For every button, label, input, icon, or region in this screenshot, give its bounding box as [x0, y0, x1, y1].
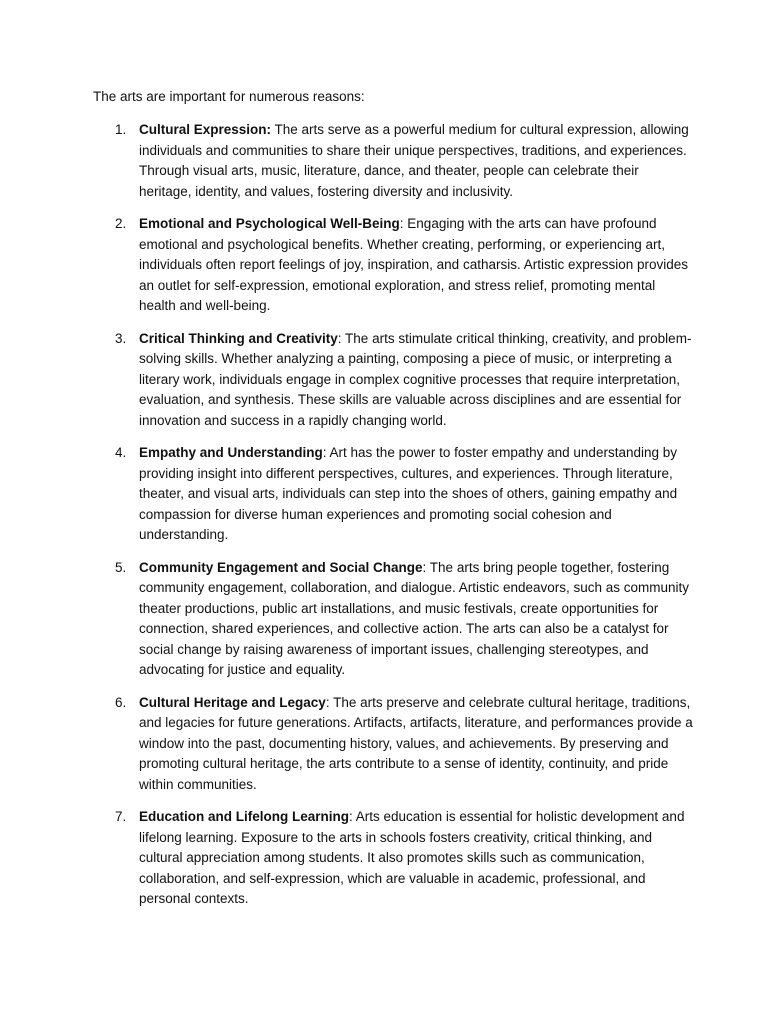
list-item [93, 443, 693, 546]
list-number: 4. [115, 445, 127, 460]
list-item-text: : Art has the power to foster empathy and understanding by providing insight into different perspectives, cultures, and experiences. Through literature, theater, and visual arts, individuals can step into the shoes of others, gaining empathy and compassion for diverse human experiences and promoting social cohesion and understanding. [139, 445, 678, 542]
intro-paragraph: The arts are important for numerous reasons: [93, 89, 365, 104]
list-item [93, 120, 693, 202]
list-item-heading: Cultural Expression: [139, 122, 272, 137]
list-item-heading: Community Engagement and Social Change [139, 559, 423, 575]
list-item-text: The arts serve as a powerful medium for cultural expression, allowing individuals and communities to share their unique perspectives, traditions, and experiences. Through visual arts, music, literature, dance, and theater, people can celebrate their heritage, identity, and values, fostering diversity and inclusivity. [139, 122, 689, 199]
list-item-text: : Engaging with the arts can have profound emotional and psychological benefits. Whether creating, performing, or experiencing art, individuals often report feelings of joy, inspiration, and catharsis. Artistic expression provides an outlet for self-expression, emotional exploration, and stress relief, promoting mental health and well-being. [139, 216, 689, 313]
list-item-text: : Arts education is essential for holistic development and lifelong learning. Exposure to the arts in schools fosters creativity, critical thinking, and cultural appreciation among students. It also promotes skills such as communication, collaboration, and self-expression, which are valuable in academic, professional, and personal contexts. [139, 809, 685, 906]
list-number: 7. [115, 809, 127, 824]
list-item-text: : The arts stimulate critical thinking, creativity, and problem-solving skills. Whether analyzing a painting, composing a piece of music, or interpreting a literary work, individuals engage in complex cognitive processes that require interpretation, evaluation, and synthesis. These skills are valuable across disciplines and are essential for innovation and success in a rapidly changing world. [139, 330, 692, 428]
list-item [93, 558, 693, 681]
list-item-text: : The arts preserve and celebrate cultural heritage, traditions, and legacies for future generations. Artifacts, artifacts, literature, and performances provide a window into the past, documenting history, values, and achievements. By preserving and promoting cultural heritage, the arts contribute to a sense of identity, continuity, and pride within communities. [139, 694, 693, 792]
list-number: 1. [115, 122, 127, 137]
list-number: 2. [115, 216, 127, 231]
list-item-heading: Cultural Heritage and Legacy [139, 694, 326, 710]
list-item-heading: Education and Lifelong Learning [139, 809, 350, 824]
list-item-heading: Critical Thinking and Creativity [139, 330, 338, 346]
list-item [93, 693, 693, 796]
reasons-list [93, 120, 693, 922]
list-number: 6. [115, 694, 127, 710]
list-number: 3. [115, 330, 127, 346]
list-item [93, 214, 693, 317]
list-number: 5. [115, 559, 127, 575]
list-item-heading: Empathy and Understanding [139, 445, 323, 460]
list-item [93, 329, 693, 432]
list-item-heading: Emotional and Psychological Well-Being [139, 216, 400, 231]
list-item [93, 807, 693, 910]
list-item-text: : The arts bring people together, fostering community engagement, collaboration, and dialogue. Artistic endeavors, such as community theater productions, public art installations, and music festivals, create opportunities for connection, shared experiences, and collective action. The arts can also be a catalyst for social change by raising awareness of important issues, challenging stereotypes, and advocating for justice and equality. [139, 559, 690, 677]
